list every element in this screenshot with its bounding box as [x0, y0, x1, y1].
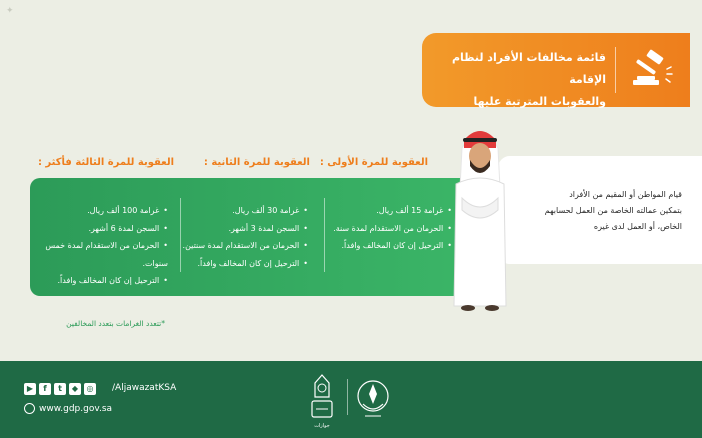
- list-item: • الترحيل إن كان المخالف وافداً.: [182, 255, 308, 273]
- snapchat-icon[interactable]: ◆: [69, 383, 81, 395]
- list-item: • السجن لمدة 3 أشهر.: [182, 220, 308, 238]
- third-offense-title: العقوبة للمرة الثالثة فأكثر :: [37, 157, 174, 168]
- list-item: • الحرمان من الاستقدام لمدة خمس سنوات.: [22, 237, 168, 272]
- website-url[interactable]: www.gdp.gov.sa: [39, 403, 113, 414]
- violation-line-2: بتمكين عمالته الخاصة من العمل لحسابهم: [544, 206, 682, 215]
- violation-line-1: قيام المواطن أو المقيم من الأفراد: [569, 190, 682, 199]
- list-item: • الترحيل إن كان المخالف وافداً.: [22, 272, 168, 290]
- facebook-icon[interactable]: f: [39, 383, 51, 395]
- third-offense-list: [22, 202, 168, 290]
- saudi-man-illustration: [440, 118, 520, 314]
- website-link[interactable]: [24, 403, 112, 414]
- instagram-icon[interactable]: ◎: [84, 383, 96, 395]
- list-item: • الحرمان من الاستقدام لمدة سنة.: [332, 220, 452, 238]
- list-item: • غرامة 30 ألف ريال.: [182, 202, 308, 220]
- title-line-2: والعقوبات المترتبة عليها: [473, 95, 606, 108]
- jawazat-logo: [307, 371, 337, 427]
- list-item: • الحرمان من الاستقدام لمدة سنتين.: [182, 237, 308, 255]
- first-offense-list: [332, 202, 452, 255]
- title-line-1: قائمة مخالفات الأفراد لنظام الإقامة: [451, 51, 606, 86]
- violation-callout: [498, 156, 702, 264]
- list-item: • الترحيل إن كان المخالف وافداً.: [332, 237, 452, 255]
- second-offense-list: [182, 202, 308, 272]
- fines-note: *تتعدد الغرامات بتعدد المخالفين: [66, 319, 165, 328]
- list-item: • السجن لمدة 6 أشهر.: [22, 220, 168, 238]
- social-handle[interactable]: /AljawazatKSA: [112, 383, 177, 393]
- ministry-emblem: [355, 374, 391, 422]
- page-title: [431, 47, 606, 113]
- twitter-icon[interactable]: t: [54, 383, 66, 395]
- social-icons: [24, 383, 96, 395]
- title-banner: [422, 33, 690, 107]
- globe-icon: [24, 403, 35, 414]
- footer-bar: [0, 361, 702, 438]
- penalties-panel: [30, 178, 470, 296]
- second-offense-title: العقوبة للمرة الثانية :: [203, 157, 310, 168]
- column-divider: [324, 198, 325, 272]
- title-divider: [615, 47, 616, 93]
- logo-divider: [347, 379, 348, 415]
- violation-line-3: الخاص، أو العمل لدى غيره: [593, 222, 682, 231]
- watermark-logo: ✦: [6, 6, 14, 16]
- gavel-icon: [627, 47, 677, 93]
- column-divider: [180, 198, 181, 272]
- list-item: • غرامة 100 ألف ريال.: [22, 202, 168, 220]
- violation-text: [506, 187, 682, 235]
- first-offense-title: العقوبة للمرة الأولى :: [319, 157, 428, 168]
- youtube-icon[interactable]: ▶: [24, 383, 36, 395]
- logo-caption: جوازات: [314, 423, 330, 429]
- list-item: • غرامة 15 ألف ريال.: [332, 202, 452, 220]
